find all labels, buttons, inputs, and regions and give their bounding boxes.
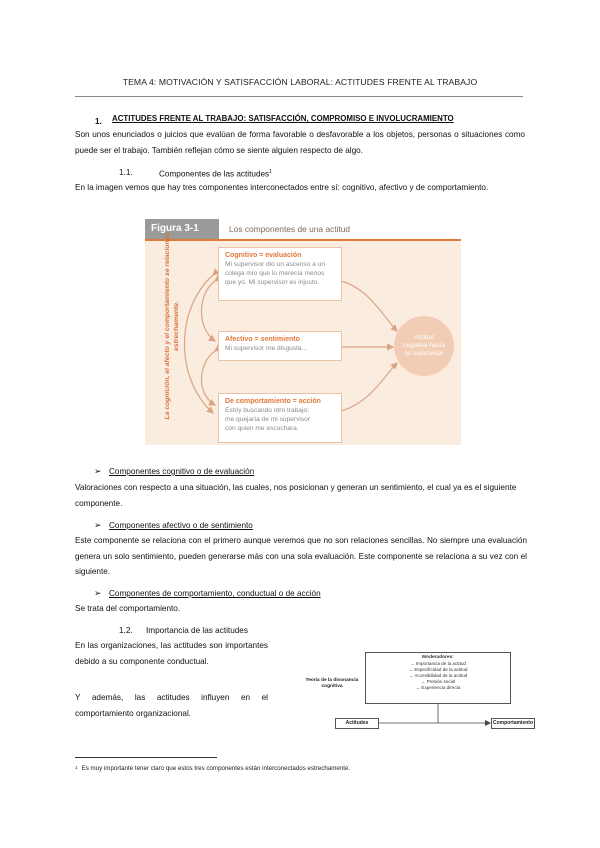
footnote-text: Es muy importante tener claro que estos tres componentes están interconectados estrechamente. [81,765,351,772]
section-1-2-paragraph-2: Y además, las actitudes influyen en el comportamiento organizacional. [75,693,268,718]
attitude-circle [394,316,454,376]
arrow-bullet-icon: ➢ [94,588,102,598]
section-1-title: ACTITUDES FRENTE AL TRABAJO: SATISFACCIÓN, COMPROMISO E INVOLUCRAMIENTO [112,114,454,123]
page-header: TEMA 4: MOTIVACIÓN Y SATISFACCIÓN LABORAL: ACTITUDES FRENTE AL TRABAJO [122,77,478,87]
behavioral-box-line: con quien me escuchara. [225,425,299,432]
bullet-2-text: Este componente se relaciona con el primero aunque veremos que no son relaciones sencillas. No siempre una evaluación genera un solo sentimiento, pueden generarse más con una sola evaluación. Este componente se relaciona a su vez con el siguiente. [75,536,527,576]
moderators-title: Moderadores: [422,655,454,660]
section-1-paragraph: Son unos enunciados o juicios que evalúan de forma favorable o desfavorable a los objetos, personas o situaciones como puede ser el trabajo. También reflejan cómo se siente alguien respecto de algo. [75,130,525,155]
affective-box [218,331,342,361]
circle-line: su supervisor [404,350,444,357]
bullet-3-text: Se trata del comportamiento. [75,604,181,613]
bullet-1-title: Componentes cognitivo o de evaluación [109,467,255,476]
footnote-ref[interactable]: 1 [269,169,272,175]
footnote [75,765,350,772]
behavioral-box [218,393,342,443]
section-1-2-number: 1.2. [119,626,133,635]
moderator-item: → Accesibilidad de la actitud [408,673,468,678]
section-1-number: 1. [95,117,102,126]
cognitive-box-line: que yo. Mi supervisor es injusto. [225,279,320,286]
figure-side-text: La cognición, el afecto y el comportamiento se relacionan estrechamente. [164,232,180,420]
section-1-1-paragraph: En la imagen vemos que hay tres componentes interconectados entre sí: cognitivo, afectivo y de comportamiento. [75,183,489,192]
behavioral-box-title: De comportamiento = acción [225,398,321,405]
arrow-bullet-icon: ➢ [94,466,102,476]
header-divider [75,96,523,97]
moderator-item: → Presión social [420,679,456,684]
footnote-number: 1 [75,765,78,770]
figure-caption: Los componentes de una actitud [229,224,351,234]
cognitive-box-title: Cognitivo = evaluación [225,252,302,259]
attitudes-box: Actitudes [335,718,379,729]
section-1-1-number: 1.1. [119,168,133,177]
section-1-2-title: Importancia de las actitudes [146,626,248,635]
circle-line: Actitud [414,334,434,341]
affective-box-title: Afectivo = sentimiento [225,336,300,343]
behavior-box: Comportamiento [491,718,535,729]
figure-tag: Figura 3-1 [145,219,219,239]
behavioral-box-line: me quejaría de mi supervisor [225,416,311,423]
cognitive-box-line: colega mío que lo merecía menos [225,270,325,277]
dissonance-label: Teoría de la disonancia cognitiva [305,678,359,689]
section-1-1-title-text: Componentes de las actitudes [159,169,270,179]
affective-box-line: Mi supervisor me disgusta... [225,345,308,352]
moderator-item: → Importancia de la actitud [410,661,466,666]
cognitive-box [218,247,342,301]
bullet-3-title: Componentes de comportamiento, conductual o de acción [109,589,321,598]
bullet-1-text: Valoraciones con respecto a una situación, las cuales, nos posicionan y generan un sentimiento, el cual ya es el siguiente componente. [75,483,517,508]
arrow-bullet-icon: ➢ [94,520,102,530]
attitude-components-figure [145,219,461,445]
circle-line: negativa hacia [403,342,445,349]
bullet-2-title: Componentes afectivo o de sentimiento [109,521,253,530]
behavioral-box-line: Estoy buscando otro trabajo; [225,407,309,414]
moderator-item: → Experiencia directa [415,685,461,690]
footnote-divider [75,757,217,758]
attitude-behavior-diagram [305,652,535,738]
moderator-item: → Especificidad de la actitud [408,667,468,672]
section-1-2-paragraph-1: En las organizaciones, las actitudes son importantes debido a su componente conductual. [75,641,268,666]
cognitive-box-line: Mi supervisor dio un ascenso a un [225,261,326,268]
